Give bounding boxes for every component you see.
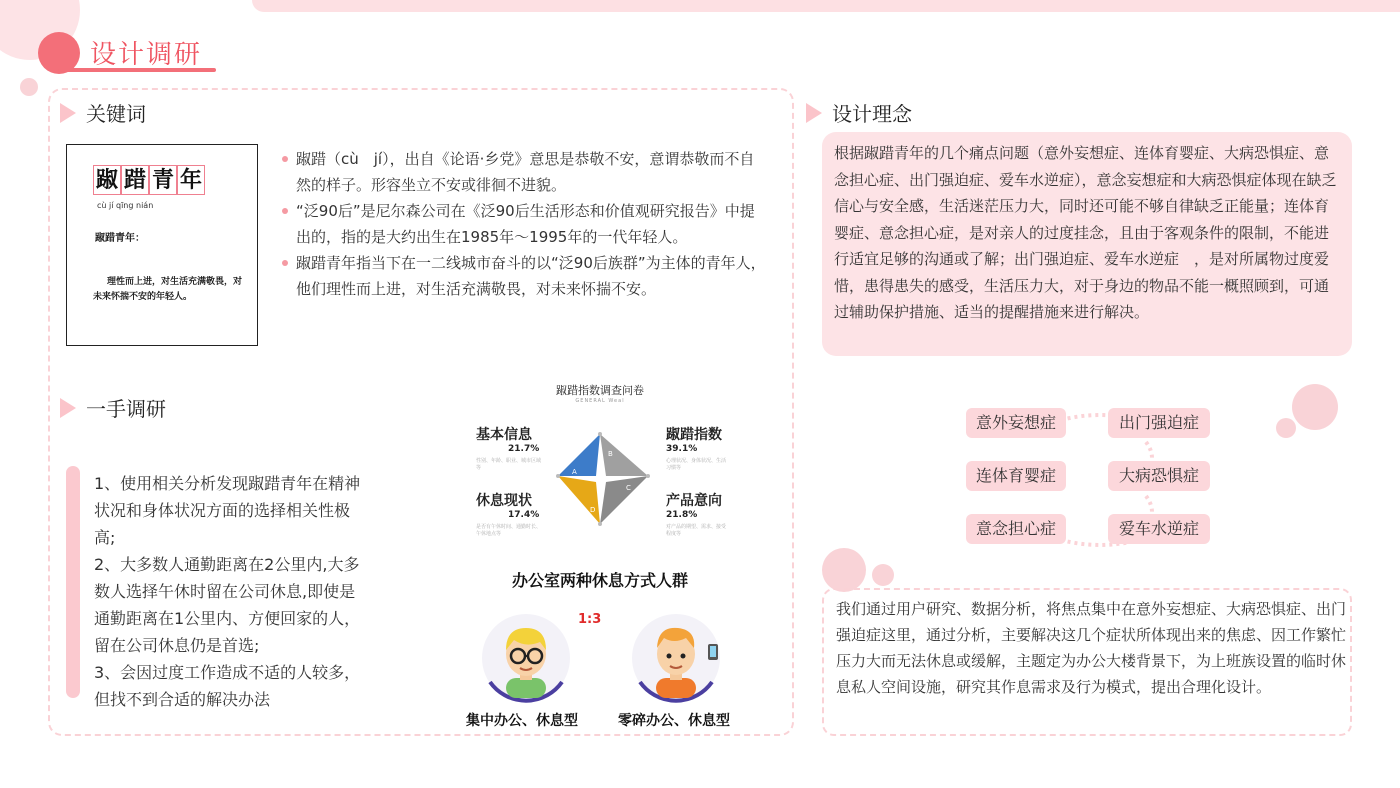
decor-circle — [1276, 418, 1296, 438]
keyword-card — [66, 144, 258, 346]
survey-item-label: 踧踖指数 — [666, 427, 722, 443]
survey-item-note: 性别、年龄、职业、城市区域等 — [476, 458, 542, 471]
triangle-icon — [60, 398, 76, 418]
star-letter-c: C — [626, 484, 631, 492]
decor-circle — [822, 548, 866, 592]
survey-title: 踧踖指数调查问卷 — [556, 384, 644, 397]
triangle-icon — [806, 103, 822, 123]
symptom-tag: 连体育婴症 — [966, 461, 1066, 491]
keyword-pinyin: cù jí qīng nián — [97, 201, 154, 210]
person-glasses-icon — [480, 612, 572, 704]
keyword-label: 踧踖青年： — [95, 233, 145, 244]
star-letter-a: A — [572, 468, 577, 476]
survey-item-index — [666, 424, 732, 472]
keyword-desc: 理性而上进，对生活充满敬畏，对未来怀揣不安的年轻人。 — [93, 277, 243, 302]
research-point: 3、会因过度工作造成不适的人较多，但找不到合适的解决办法 — [94, 663, 361, 709]
survey-item-basic — [476, 424, 542, 472]
group-label: 集中办公、休息型 — [466, 713, 578, 729]
bullet-item: 踧踖青年指当下在一二线城市奋斗的以“泛90后族群”为主体的青年人，他们理性而上进，对生活充满敬畏，对未来怀揣不安。 — [282, 250, 768, 302]
star-node — [598, 522, 602, 526]
star-segment-c — [600, 476, 648, 524]
survey-subtitle: GENERAL Weal — [575, 398, 625, 404]
survey-item-note: 是否有午休时间、通勤时长、午休地点等 — [476, 524, 542, 537]
research-heading-label: 一手调研 — [86, 397, 166, 421]
keyword-char: 踖 — [121, 165, 149, 195]
conclusion-text: 我们通过用户研究、数据分析，将焦点集中在意外妄想症、大病恐惧症、出门强迫症这里，通过分析，主要解决这几个症状所体现出来的焦虑、因工作繁忙压力大而无法休息或缓解，主题定为办公大楼背景下，为上班族设置的临时休息私人空间设施，研究其作息需求及行为模式，提出合理化设计。 — [836, 600, 1347, 696]
ratio-label: 1:3 — [578, 612, 602, 627]
symptom-tag: 爱车水逆症 — [1108, 514, 1210, 544]
keyword-char: 青 — [149, 165, 177, 195]
survey-item-intent — [666, 490, 732, 538]
symptom-tag: 意外妄想症 — [966, 408, 1066, 438]
symptom-tag: 大病恐惧症 — [1108, 461, 1210, 491]
star-segment-a — [558, 434, 600, 476]
star-letter-b: B — [608, 450, 613, 458]
survey-item-label: 基本信息 — [476, 427, 532, 443]
star-node — [556, 474, 560, 478]
star-letter-d: D — [590, 506, 596, 514]
keyword-char: 年 — [177, 165, 205, 195]
star-node — [646, 474, 650, 478]
star-segment-d — [558, 476, 600, 524]
symptom-tag: 出门强迫症 — [1108, 408, 1210, 438]
research-point: 2、大多数人通勤距离在2公里内,大多数人选择午休时留在公司休息,即使是通勤距离在1公里内、方便回家的人，留在公司休息仍是首选; — [94, 555, 361, 655]
keyword-char: 踧 — [93, 165, 121, 195]
concept-text: 根据踧踖青年的几个痛点问题（意外妄想症、连体育婴症、大病恐惧症、意念担心症、出门强迫症、爱车水逆症），意念妄想症和大病恐惧症体现在缺乏信心与安全感，生活迷茫压力大，同时还可能不够自律缺乏正能量；连体育婴症、意念担心症，是对亲人的过度挂念，且由于客观条件的限制，不能进行适宜足够的沟通或了解；出门强迫症、爱车水逆症 ，是对所属物过度爱惜，患得患失的感受，生活压力大，对于身边的物品不能一概照顾到，可通过辅助保护措施、适当的提醒措施来进行解决。 — [822, 132, 1352, 356]
bullet-item: “泛90后”是尼尔森公司在《泛90后生活形态和价值观研究报告》中提出的，指的是大约出生在1985年～1995年的一代年轻人。 — [282, 198, 768, 250]
concept-heading-label: 设计理念 — [832, 102, 912, 126]
bullet-item: 踧踖（cù jí），出自《论语·乡党》意思是恭敬不安，意谓恭敬而不自然的样子。形容坐立不安或徘徊不进貌。 — [282, 146, 768, 198]
survey-star-graphic — [548, 424, 658, 534]
decor-circle — [872, 564, 894, 586]
research-point: 1、使用相关分析发现踧踖青年在精神状况和身体状况方面的选择相关性极高; — [94, 474, 361, 547]
symptom-tag: 意念担心症 — [966, 514, 1066, 544]
decor-circle — [1292, 384, 1338, 430]
research-accent-bar — [66, 466, 80, 698]
decor-circle — [20, 78, 38, 96]
survey-item-label: 休息现状 — [476, 493, 532, 509]
office-title: 办公室两种休息方式人群 — [511, 571, 688, 590]
survey-item-pct: 17.4% — [508, 510, 540, 520]
triangle-icon — [60, 103, 76, 123]
survey-item-rest — [476, 490, 542, 538]
research-points — [94, 470, 370, 713]
page-title: 设计调研 — [90, 40, 203, 70]
keywords-heading-label: 关键词 — [86, 102, 146, 126]
survey-item-note: 对产品的期望、需求、接受程度等 — [666, 524, 727, 537]
research-heading — [60, 393, 166, 422]
keyword-title — [93, 165, 205, 195]
top-bar — [252, 0, 1400, 12]
survey-item-pct: 21.8% — [666, 510, 698, 520]
survey-item-pct: 39.1% — [666, 444, 698, 454]
person-phone-icon — [630, 612, 722, 704]
group-label: 零碎办公、休息型 — [618, 713, 730, 729]
survey-item-note: 心理状况、身体状况、生活习惯等 — [666, 458, 727, 471]
survey-item-pct: 21.7% — [508, 444, 540, 454]
star-node — [598, 432, 602, 436]
concept-heading — [806, 98, 912, 127]
keyword-bullets — [282, 146, 768, 302]
survey-item-label: 产品意向 — [666, 493, 722, 509]
keywords-heading — [60, 98, 146, 127]
